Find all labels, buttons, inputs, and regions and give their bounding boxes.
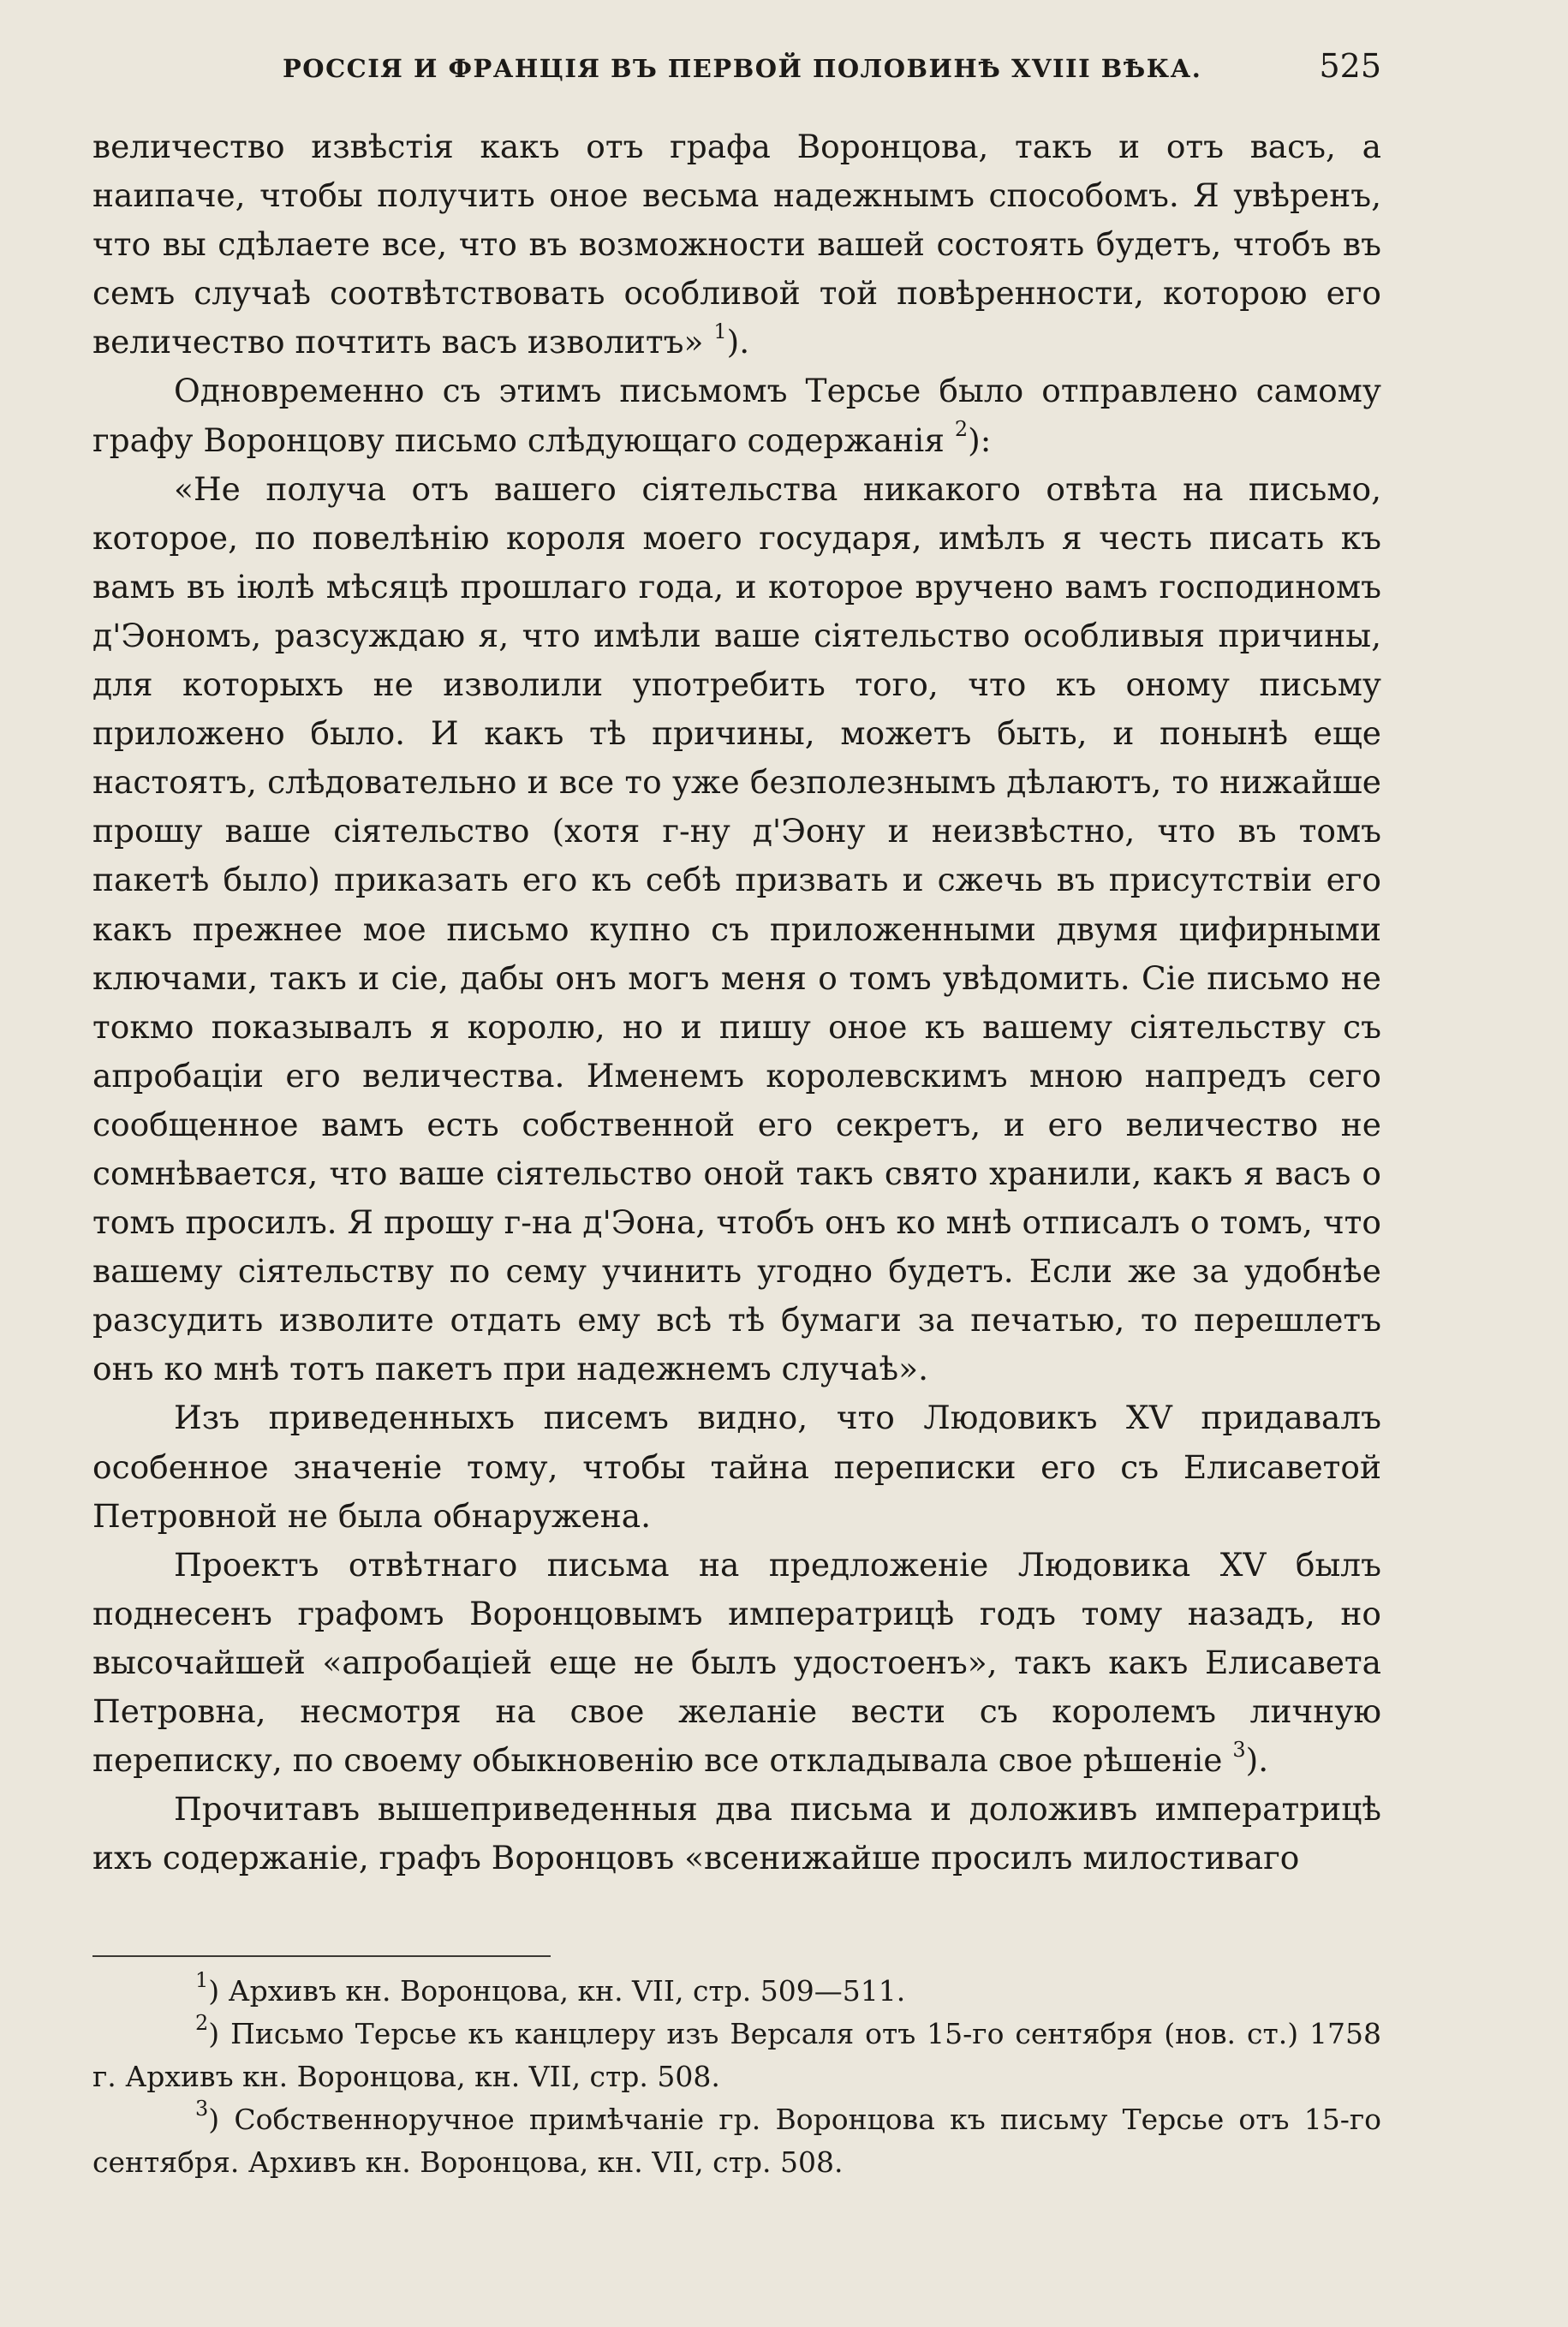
page-number: 525: [1319, 47, 1381, 85]
paragraph-5-text: Проектъ отвѣтнаго письма на предложеніе Людовика XV былъ поднесенъ графомъ Воронцовымъ императрицѣ годъ тому назадъ, но высочайшей «апробаціей еще не былъ удостоенъ», такъ какъ Елисавета Петровна, несмотря на свое желаніе вести съ королемъ личную переписку, по своему обыкновенію все откладывала свое рѣшеніе: [92, 1545, 1381, 1780]
paragraph-4: Изъ приведенныхъ писемъ видно, что Людовикъ XV придавалъ особенное значеніе тому, чтобы тайна переписки его съ Елисаветой Петровной не была обнаружена.: [92, 1399, 1381, 1535]
footnote-1-text: ) Архивъ кн. Воронцова, кн. VII, стр. 509—511.: [208, 1974, 906, 2008]
paragraph-6: Прочитавъ вышеприведенныя два письма и доложивъ императрицѣ ихъ содержаніе, графъ Воронцовъ «всенижайше просилъ милостиваго: [92, 1790, 1381, 1877]
footnote-1: [92, 1970, 1381, 2013]
footnote-2-text: ) Письмо Терсье къ канцлеру изъ Версаля отъ 15-го сентября (нов. ст.) 1758 г. Архивъ кн. Воронцова, кн. VII, стр. 508.: [92, 2017, 1381, 2093]
footnote-ref-2: 2: [954, 417, 969, 442]
paragraph-1-text: величество извѣстія какъ отъ графа Воронцова, такъ и отъ васъ, а наипаче, чтобы получить оное весьма надежнымъ способомъ. Я увѣренъ, что вы сдѣлаете все, что въ возможности вашей состоять будетъ, чтобъ въ семъ случаѣ соотвѣтствовать особливой той повѣренности, которою его величество почтить васъ изволитъ»: [92, 128, 1381, 361]
footnote-ref-1: 1: [713, 319, 727, 343]
footnote-mark-3: 3: [195, 2097, 209, 2121]
main-text: [92, 122, 1381, 1882]
footnote-ref-3: 3: [1232, 1737, 1246, 1762]
paragraph-5: [92, 1541, 1381, 1785]
running-header: [92, 47, 1381, 107]
paragraph-2-text: Одновременно съ этимъ письмомъ Терсье было отправлено самому графу Воронцову письмо слѣдующаго содержанія: [92, 372, 1381, 459]
footnote-2: [92, 2013, 1381, 2098]
paragraph-3-letter: «Не получа отъ вашего сіятельства никакого отвѣта на письмо, которое, по повелѣнію короля моего государя, имѣлъ я честь писать къ вамъ въ іюлѣ мѣсяцѣ прошлаго года, и которое вручено вамъ господиномъ д'Эономъ, разсуждаю я, что имѣли ваше сіятельство особливыя причины, для которыхъ не изволили употребить того, что къ оному письму приложено было. И какъ тѣ причины, можетъ быть, и понынѣ еще настоятъ, слѣдовательно и все то уже безполезнымъ дѣлаютъ, то нижайше прошу ваше сіятельство (хотя г-ну д'Эону и неизвѣстно, что въ томъ пакетѣ было) приказать его къ себѣ призвать и сжечь въ присутствіи его какъ прежнее мое письмо купно съ приложенными двумя цифирными ключами, такъ и сіе, дабы онъ могъ меня о томъ увѣдомить. Сіе письмо не токмо показывалъ я королю, но и пишу оное къ вашему сіятельству съ апробаціи его величества. Именемъ королевскимъ мною напредъ сего сообщенное вамъ есть собственной его секретъ, и его величество не сомнѣвается, что ваше сіятельство оной такъ свято хранили, какъ я васъ о томъ просилъ. Я прошу г-на д'Эона, чтобъ онъ ко мнѣ отписалъ о томъ, что вашему сіятельству по сему учинить угодно будетъ. Если же за удобнѣе разсудить изволите отдать ему всѣ тѣ бумаги за печатью, то перешлетъ онъ ко мнѣ тотъ пакетъ при надежнемъ случаѣ».: [92, 469, 1381, 1388]
footnote-3-text: ) Собственноручное примѣчаніе гр. Воронцова къ письму Терсье отъ 15-го сентября. Архивъ кн. Воронцова, кн. VII, стр. 508.: [92, 2103, 1381, 2179]
paragraph-1-tail: ).: [726, 323, 750, 361]
running-title: РОССІЯ И ФРАНЦІЯ ВЪ ПЕРВОЙ ПОЛОВИНѢ XVIII ВѢКА.: [283, 54, 1202, 83]
footnote-divider: [92, 1955, 551, 1957]
footnote-3: [92, 2098, 1381, 2184]
footnote-mark-2: 2: [195, 2011, 209, 2035]
footnotes: [92, 1970, 1381, 2184]
paragraph-2: [92, 367, 1381, 464]
paragraph-1: [92, 122, 1381, 367]
paragraph-2-tail: ):: [968, 421, 992, 459]
paragraph-5-tail: ).: [1245, 1741, 1269, 1780]
footnote-mark-1: 1: [195, 1968, 209, 1992]
